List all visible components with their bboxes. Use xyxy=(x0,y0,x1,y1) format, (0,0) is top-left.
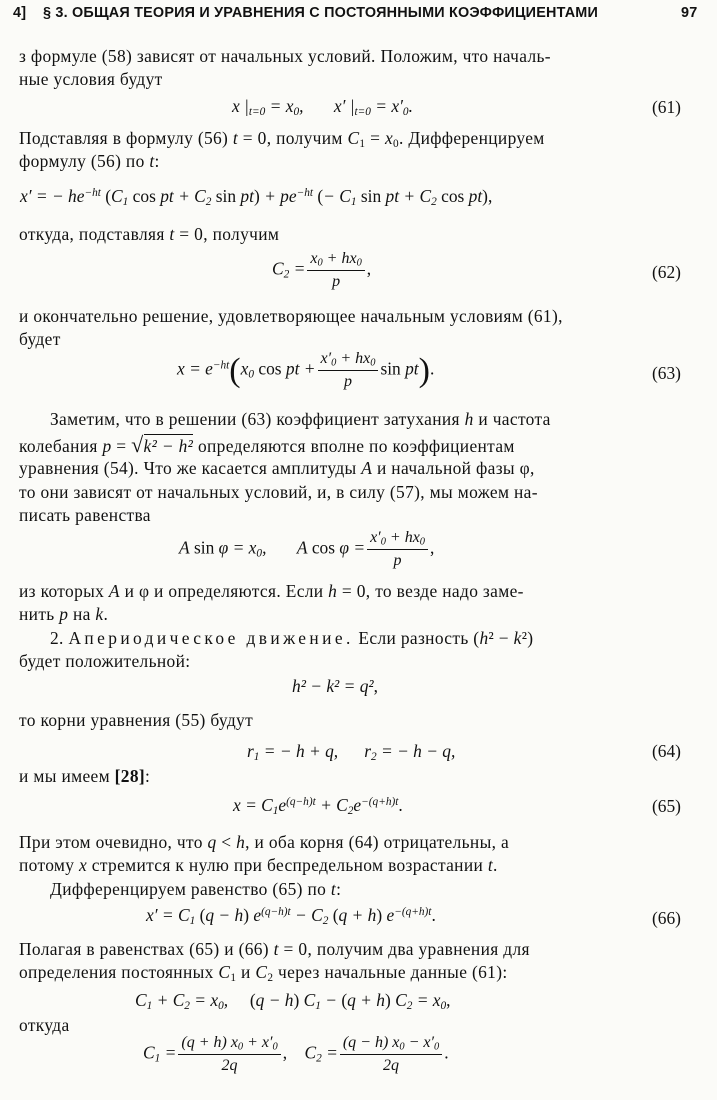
text-line: определения постоянных $C_1$ и $C_2$ через начальные данные (61): xyxy=(19,962,508,984)
equation-number: (66) xyxy=(652,908,681,928)
equation-number: (61) xyxy=(652,97,681,117)
text-line: из которых A и φ и определяются. Если h = 0, то везде надо заме- xyxy=(19,581,524,601)
text-line: нить p на k. xyxy=(19,604,109,624)
text-line: то корни уравнения (55) будут xyxy=(19,710,254,730)
equation-61: x $|_{t=0} = x_0$, x′ $|_{t=0} = x'_0$. xyxy=(232,96,413,118)
equation-q: h² − k² = q², xyxy=(292,676,378,696)
equation-system: $C_1 + C_2 = x_0$, (q − h) $C_1 - (q + h) C_2 = x_0$, xyxy=(135,990,451,1012)
text-line: колебания p = √k² − h² определяются вполне по коэффициентам xyxy=(19,432,515,457)
text-line: потому x стремится к нулю при беспредельном возрастании t. xyxy=(19,855,498,875)
text-line: писать равенства xyxy=(19,505,151,525)
section-title: Апериодическое движение. xyxy=(68,628,354,648)
text-line: и окончательно решение, удовлетворяющее начальным условиям (61), xyxy=(19,306,563,326)
equation-derivative: x′ = − $he^{-ht}$ ($C_1$ cos pt + $C_2$ $\sin pt) + pe^{-ht}$ (− $C_1$ sin pt + $C_2$ cos pt), xyxy=(20,186,493,208)
header-page-number: 97 xyxy=(681,5,698,21)
text-line: Дифференцируем равенство (65) по t: xyxy=(50,879,342,899)
equation-number: (65) xyxy=(652,796,681,816)
equation-63: $x = e^{-ht}(x_0$ cos pt + $\frac{x'_0 + hx_0}{p}$ sin pt). xyxy=(177,350,435,390)
equation-number: (62) xyxy=(652,262,681,282)
equation-amplitude-phase: A $\sin \varphi = x_0$, A cos φ = $\frac{x'_0 + hx_0}{p}$ , xyxy=(179,529,435,569)
equation-number: (64) xyxy=(652,741,681,761)
equation-number: (63) xyxy=(652,363,681,383)
text-line: будет xyxy=(19,329,61,349)
text-line: 2. Апериодическое движение. Если разность (h² − k²) xyxy=(50,628,534,648)
header-title: § 3. ОБЩАЯ ТЕОРИЯ И УРАВНЕНИЯ С ПОСТОЯННЫМИ КОЭФФИЦИЕНТАМИ xyxy=(43,5,599,21)
text-line: уравнения (54). Что же касается амплитуды A и начальной фазы φ, xyxy=(19,458,535,478)
text-line: откуда xyxy=(19,1015,70,1035)
text-line: откуда, подставляя t = 0, получим xyxy=(19,224,280,244)
text-line: формулу (56) по t: xyxy=(19,151,160,171)
equation-65: $x = C_1e^{(q-h)t} + C_2e^{-(q+h)t}$. xyxy=(233,795,403,817)
equation-62: $C_2$ = $\frac{x_0 + hx_0}{p}$ , xyxy=(272,250,372,290)
equation-66: $x' = C_1$ (q − h) $e^{(q-h)t} - C_2$ (q + h) $e^{-(q+h)t}$. xyxy=(146,905,436,927)
text-line: з формуле (58) зависят от начальных условий. Положим, что началь- xyxy=(19,46,551,66)
text-line: Заметим, что в решении (63) коэффициент затухания h и частота xyxy=(50,409,551,429)
equation-constants: $C_1$ = $\frac{(q + h) x_0 + x'_0}{2q}$ , $C_2$ = $\frac{(q - h) x_0 - x'_0}{2q}$ . xyxy=(143,1034,449,1074)
text-line: то они зависят от начальных условий, и, в силу (57), мы можем на- xyxy=(19,482,538,502)
text-line: и мы имеем [28]: xyxy=(19,766,151,786)
text-line: будет положительной: xyxy=(19,651,191,671)
text-line: ные условия будут xyxy=(19,69,163,89)
text-line: При этом очевидно, что q < h, и оба корня (64) отрицательны, а xyxy=(19,832,510,852)
header-section-ref: 4] xyxy=(13,5,27,21)
equation-64: $r_1$ = − h + q, $r_2$ = − h − q, xyxy=(247,741,456,763)
text-line: Подставляя в формулу (56) t = 0, получим $C_1 = x_0$. Дифференцируем xyxy=(19,128,545,150)
text-line: Полагая в равенствах (65) и (66) t = 0, получим два уравнения для xyxy=(19,939,530,959)
